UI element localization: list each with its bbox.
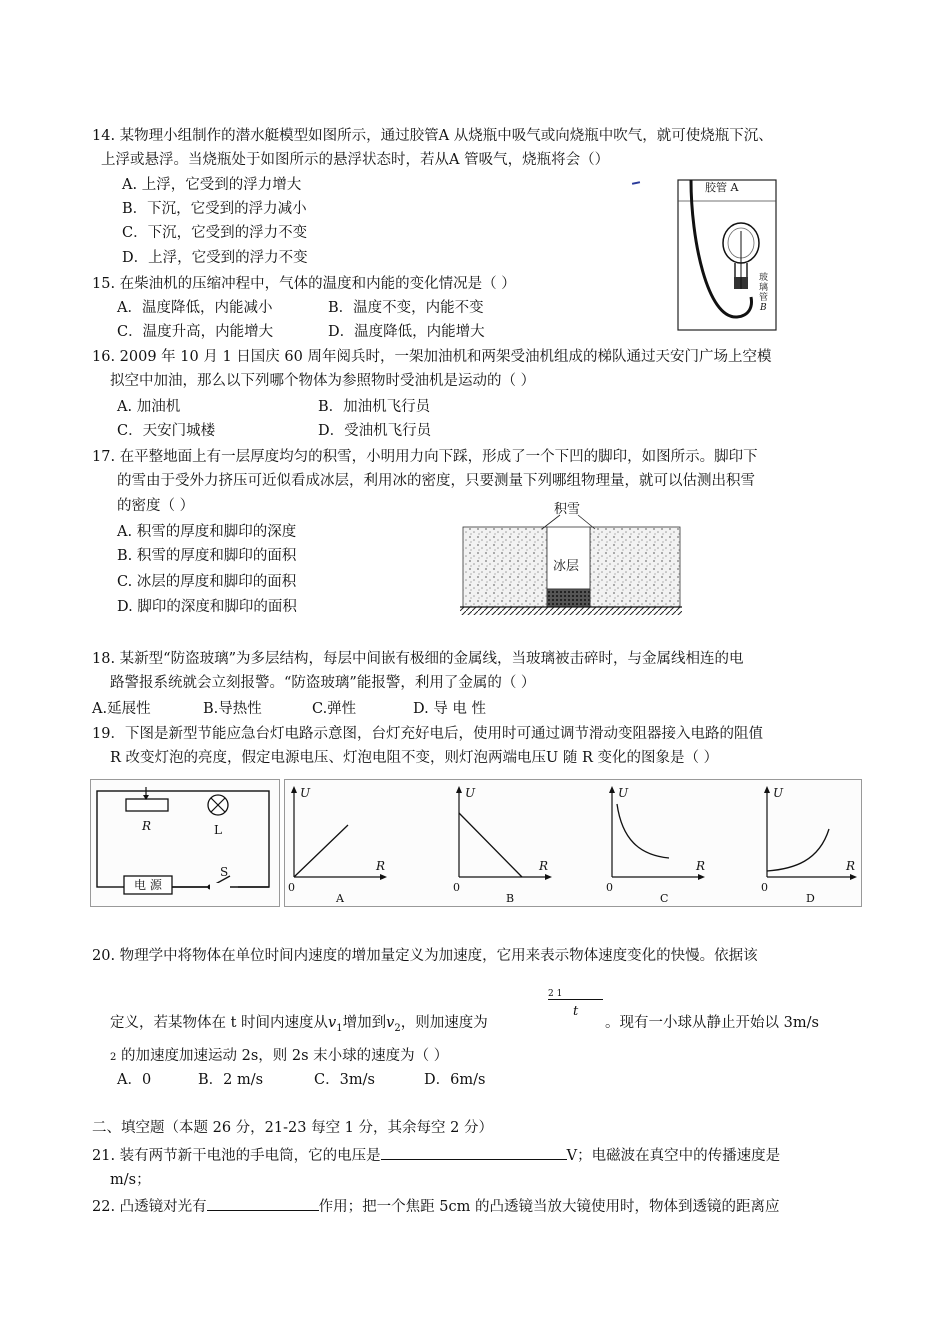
glass-tube-label-1: 玻 bbox=[759, 273, 769, 283]
q14-option-d: D．上浮，它受到的浮力不变 bbox=[122, 250, 308, 266]
q20-line2-b: 增加到 bbox=[342, 1015, 387, 1031]
lamp-label: L bbox=[214, 823, 222, 837]
q20-line2-c: ，则加速度为 bbox=[400, 1015, 488, 1031]
q20-option-a: A．0 bbox=[117, 1072, 152, 1088]
q18-option-a: A.延展性 bbox=[92, 701, 151, 717]
q14-stem-line1: 14. 某物理小组制作的潜水艇模型如图所示，通过胶管A 从烧瓶中吸气或向烧瓶中吹气，就可使烧瓶下沉、 bbox=[92, 128, 773, 144]
q17-stem-line2: 的雪由于受外力挤压可近似看成冰层，利用冰的密度，只要测量下列哪组物理量，就可以估测出积雪 bbox=[117, 473, 755, 489]
graph-b-label: B bbox=[506, 892, 515, 905]
glass-tube-label-4: B bbox=[760, 303, 767, 313]
power-source-label: 电 源 bbox=[134, 878, 162, 892]
q17-option-d: D. 脚印的深度和脚印的面积 bbox=[117, 599, 297, 615]
q16-option-b: B．加油机飞行员 bbox=[318, 399, 431, 415]
graph-d-r-label: R bbox=[846, 859, 856, 873]
switch-label: S bbox=[220, 865, 229, 879]
q22-blank-effect[interactable] bbox=[207, 1196, 319, 1211]
q20-line2-a: 定义，若某物体在 t 时间内速度从 bbox=[110, 1015, 329, 1031]
q20-option-b: B．2 m/s bbox=[198, 1072, 264, 1088]
q15-option-c: C．温度升高，内能增大 bbox=[117, 324, 274, 340]
q20-line3-exponent: 2 bbox=[110, 1052, 117, 1063]
q17-stem-line1: 17. 在平整地面上有一层厚度均匀的积雪，小明用力向下踩，形成了一个下凹的脚印，如图所示。脚印下 bbox=[92, 449, 758, 465]
q18-stem-line2: 路警报系统就会立刻报警。“防盗玻璃”能报警，利用了金属的（ ） bbox=[110, 675, 536, 691]
graph-c-u-label: U bbox=[618, 786, 629, 800]
q20-v2: v bbox=[386, 1015, 395, 1031]
tube-a-label: 胶管 A bbox=[705, 181, 739, 194]
graph-b-r-label: R bbox=[539, 859, 549, 873]
graph-b-origin: 0 bbox=[453, 881, 460, 894]
ice-layer-label: 冰层 bbox=[553, 559, 580, 574]
q20-v1-sub: 1 bbox=[336, 1023, 343, 1034]
snow-label: 积雪 bbox=[554, 502, 581, 517]
q14-stem-line2: 上浮或悬浮。当烧瓶处于如图所示的悬浮状态时，若从A 管吸气，烧瓶将会（） bbox=[101, 152, 610, 168]
graph-d-origin: 0 bbox=[761, 881, 768, 894]
graph-c-r-label: R bbox=[696, 859, 706, 873]
q17-option-c: C. 冰层的厚度和脚印的面积 bbox=[117, 574, 297, 590]
graph-b-u-label: U bbox=[465, 786, 476, 800]
q14-option-a: A. 上浮，它受到的浮力增大 bbox=[122, 177, 302, 193]
graph-d-label: D bbox=[806, 892, 815, 905]
q16-stem-line1: 16. 2009 年 10 月 1 日国庆 60 周年阅兵时，一架加油机和两架受油机组成的梯队通过天安门广场上空模 bbox=[92, 349, 772, 365]
q18-option-d: D. 导 电 性 bbox=[413, 701, 487, 717]
ink-mark bbox=[632, 181, 640, 185]
q19-circuit-figure bbox=[90, 779, 280, 907]
section2-title: 二、填空题（本题 26 分，21-23 每空 1 分，其余每空 2 分） bbox=[92, 1120, 493, 1136]
q20-v1: v bbox=[328, 1015, 337, 1031]
q21-text-c: m/s； bbox=[110, 1172, 151, 1188]
rheostat-label: R bbox=[142, 819, 152, 833]
q15-option-b: B．温度不变，内能不变 bbox=[328, 300, 484, 316]
graph-a-u-label: U bbox=[300, 786, 311, 800]
q20-fraction-numerator: 2 1 bbox=[548, 989, 563, 999]
q16-stem-line2: 拟空中加油，那么以下列哪个物体为参照物时受油机是运动的（ ） bbox=[110, 373, 536, 389]
graph-a-origin: 0 bbox=[288, 881, 295, 894]
q20-line3 bbox=[110, 1046, 448, 1068]
q15-option-d: D．温度降低，内能增大 bbox=[328, 324, 485, 340]
q21-text-a: 21. 装有两节新干电池的手电筒，它的电压是 bbox=[92, 1148, 381, 1164]
graph-c-origin: 0 bbox=[606, 881, 613, 894]
graph-d-u-label: U bbox=[773, 786, 784, 800]
q21-line1 bbox=[92, 1145, 780, 1166]
circuit-diagram bbox=[90, 779, 280, 907]
q17-stem-line3: 的密度（ ） bbox=[117, 498, 195, 514]
q14-option-c: C．下沉，它受到的浮力不变 bbox=[122, 225, 308, 241]
q20-fraction-denominator: t bbox=[573, 1004, 579, 1019]
q19-stem-line2: R 改变灯泡的亮度，假定电源电压、灯泡电阻不变，则灯泡两端电压U 随 R 变化的图象是（ ） bbox=[110, 750, 719, 766]
q18-option-c: C.弹性 bbox=[312, 701, 357, 717]
q20-stem-line1: 20. 物理学中将物体在单位时间内速度的增加量定义为加速度，它用来表示物体速度变化的快慢。依据该 bbox=[92, 948, 758, 964]
q20-line2-d: 。现有一小球从静止开始以 3m/s bbox=[605, 1015, 819, 1031]
q16-option-a: A. 加油机 bbox=[117, 399, 181, 415]
q14-submarine-figure bbox=[677, 179, 777, 331]
q20-option-d: D．6m/s bbox=[424, 1072, 486, 1088]
graph-c-label: C bbox=[660, 892, 669, 905]
q17-option-a: A. 积雪的厚度和脚印的深度 bbox=[117, 524, 297, 540]
q17-option-b: B. 积雪的厚度和脚印的面积 bbox=[117, 548, 297, 564]
q22-text-a: 22. 凸透镜对光有 bbox=[92, 1199, 207, 1215]
graph-a-r-label: R bbox=[376, 859, 386, 873]
q15-option-a: A．温度降低，内能减小 bbox=[117, 300, 273, 316]
q20-fraction-bar bbox=[548, 999, 603, 1000]
q22-line1 bbox=[92, 1196, 779, 1217]
q21-text-b: V；电磁波在真空中的传播速度是 bbox=[566, 1148, 781, 1164]
q18-option-b: B.导热性 bbox=[203, 701, 262, 717]
q14-option-b: B．下沉，它受到的浮力减小 bbox=[122, 201, 307, 217]
q17-snow-figure bbox=[460, 503, 685, 618]
q20-line3-text: 的加速度加速运动 2s，则 2s 末小球的速度为（ ） bbox=[116, 1048, 449, 1064]
q19-stem-line1: 19．下图是新型节能应急台灯电路示意图，台灯充好电后，使用时可通过调节滑动变阻器接入电路的阻值 bbox=[92, 726, 763, 742]
q20-line2 bbox=[110, 1013, 488, 1035]
q21-line2 bbox=[110, 1170, 151, 1190]
q18-stem-line1: 18. 某新型“防盗玻璃”为多层结构，每层中间嵌有极细的金属线，当玻璃被击碎时，与金属线相连的电 bbox=[92, 651, 744, 667]
q16-option-d: D．受油机飞行员 bbox=[318, 423, 432, 439]
graph-a-label: A bbox=[336, 892, 344, 905]
q16-option-c: C．天安门城楼 bbox=[117, 423, 216, 439]
q19-graphs-panel bbox=[284, 779, 862, 907]
glass-tube-label-3: 管 bbox=[759, 293, 769, 303]
q20-option-c: C．3m/s bbox=[314, 1072, 375, 1088]
q20-v2-sub: 2 bbox=[394, 1023, 401, 1034]
q21-blank-voltage[interactable] bbox=[381, 1145, 567, 1160]
q22-text-b: 作用；把一个焦距 5cm 的凸透镜当放大镜使用时，物体到透镜的距离应 bbox=[318, 1199, 780, 1215]
glass-tube-label-2: 璃 bbox=[759, 283, 769, 293]
q15-stem: 15. 在柴油机的压缩冲程中，气体的温度和内能的变化情况是（ ） bbox=[92, 276, 516, 292]
